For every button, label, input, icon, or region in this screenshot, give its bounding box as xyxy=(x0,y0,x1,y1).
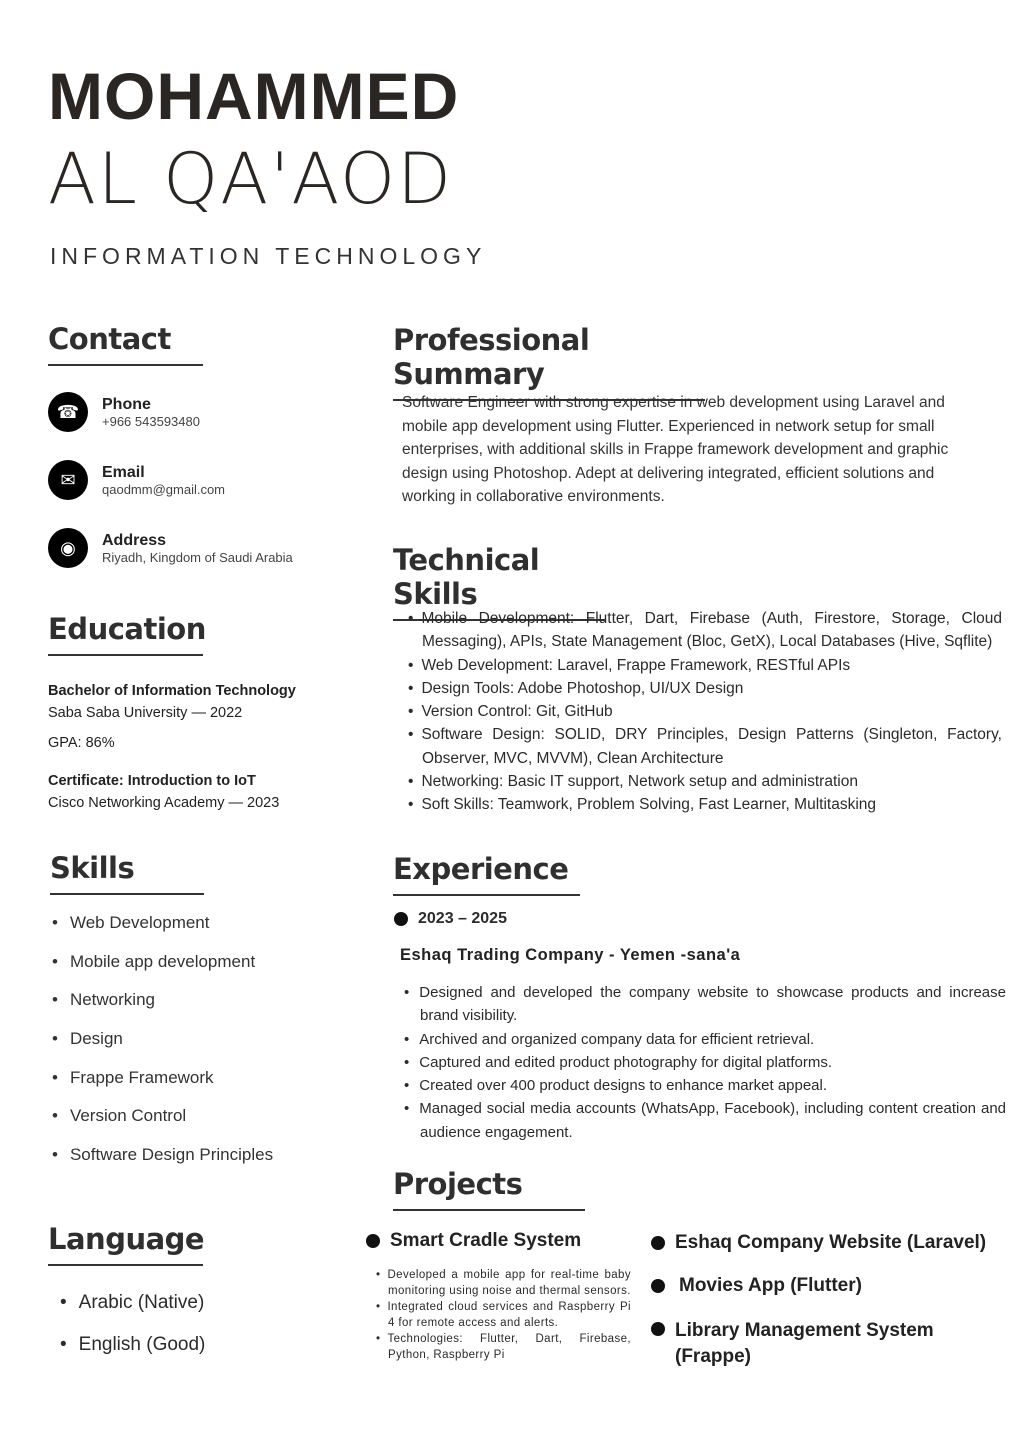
bullet-dot-icon xyxy=(651,1279,665,1293)
bullet-dot-icon xyxy=(394,912,408,926)
contact-label: Email xyxy=(102,463,145,481)
skill-item: • Version Control xyxy=(52,1106,273,1145)
technical-skill-item: • Version Control: Git, GitHub xyxy=(400,700,1002,723)
project-title xyxy=(651,1318,971,1370)
location-pin-icon: ◉ xyxy=(48,528,88,568)
school: Saba Saba University — 2022 xyxy=(48,705,243,721)
summary-heading: Professional Summary xyxy=(393,323,705,401)
contact-email xyxy=(48,458,293,502)
education-block xyxy=(48,683,348,811)
experience-period xyxy=(394,910,507,928)
project-details xyxy=(372,1267,631,1363)
certificate-org: Cisco Networking Academy — 2023 xyxy=(48,795,280,811)
project-title-text: Library Management System (Frappe) xyxy=(675,1320,934,1367)
gpa: GPA: 86% xyxy=(48,735,115,751)
language-item: • English (Good) xyxy=(60,1334,205,1376)
summary-text: Software Engineer with strong expertise in web development using Laravel and mobile app development using Flutter. Experienced in network setup for small enterprises, with additional skills in Frappe framework development and graphic design using Photoshop. Adept at delivering integrated, efficient solutions and working in collaborative environments. xyxy=(402,394,949,505)
project-detail-item: • Technologies: Flutter, Dart, Firebase, Python, Raspberry Pi xyxy=(372,1331,631,1363)
degree: Bachelor of Information Technology xyxy=(48,683,296,699)
contact-address xyxy=(48,526,293,570)
technical-skills-heading: Technical Skills xyxy=(393,543,605,621)
experience-item: • Managed social media accounts (WhatsApp, Facebook), including content creation and audience engagement. xyxy=(400,1097,1006,1144)
skill-item: • Mobile app development xyxy=(52,952,273,991)
bullet-dot-icon xyxy=(651,1322,665,1336)
period-text: 2023 – 2025 xyxy=(418,910,507,927)
technical-skill-item: • Soft Skills: Teamwork, Problem Solving, Fast Learner, Multitasking xyxy=(400,793,1002,816)
project-detail-item: • Integrated cloud services and Raspberry Pi 4 for remote access and alerts. xyxy=(372,1299,631,1331)
last-name: AL QA'AOD xyxy=(48,138,454,220)
language-item: • Arabic (Native) xyxy=(60,1292,205,1334)
education-heading: Education xyxy=(48,612,203,656)
project-title-text: Smart Cradle System xyxy=(390,1230,582,1251)
experience-item: • Archived and organized company data for efficient retrieval. xyxy=(400,1028,1006,1051)
technical-skills-list xyxy=(400,607,1002,817)
email-value[interactable]: qaodmm@gmail.com xyxy=(102,481,226,497)
experience-list xyxy=(400,981,1006,1144)
skills-list xyxy=(52,913,273,1184)
skill-item: • Design xyxy=(52,1029,273,1068)
contact-label: Phone xyxy=(102,395,151,413)
skill-item: • Networking xyxy=(52,990,273,1029)
address-value: Riyadh, Kingdom of Saudi Arabia xyxy=(102,549,293,565)
project-title xyxy=(366,1230,581,1252)
phone-icon: ☎ xyxy=(48,392,88,432)
project-title-text: Movies App (Flutter) xyxy=(679,1275,862,1296)
projects-heading: Projects xyxy=(393,1167,585,1211)
experience-item: • Designed and developed the company website to showcase products and increase brand visibility. xyxy=(400,981,1006,1028)
experience-item: • Captured and edited product photography for digital platforms. xyxy=(400,1051,1006,1074)
contact-heading: Contact xyxy=(48,322,203,366)
phone-value[interactable]: +966 543593480 xyxy=(102,413,200,429)
skill-item: • Software Design Principles xyxy=(52,1145,273,1184)
language-list xyxy=(60,1292,205,1376)
technical-skill-item: • Networking: Basic IT support, Network setup and administration xyxy=(400,770,1002,793)
technical-skill-item: • Mobile Development: Flutter, Dart, Firebase (Auth, Firestore, Storage, Cloud Messaging), APIs, State Management (Bloc, GetX), Local Databases (Hive, Sqflite) xyxy=(400,607,1002,654)
skill-item: • Web Development xyxy=(52,913,273,952)
experience-item: • Created over 400 product designs to enhance market appeal. xyxy=(400,1074,1006,1097)
project-title xyxy=(651,1232,986,1254)
bullet-dot-icon xyxy=(651,1236,665,1250)
technical-skill-item: • Design Tools: Adobe Photoshop, UI/UX Design xyxy=(400,677,1002,700)
certificate: Certificate: Introduction to IoT xyxy=(48,773,256,789)
experience-heading: Experience xyxy=(393,852,580,896)
bullet-dot-icon xyxy=(366,1234,380,1248)
language-heading: Language xyxy=(48,1222,203,1266)
technical-skill-item: • Web Development: Laravel, Frappe Framework, RESTful APIs xyxy=(400,654,1002,677)
contact-list xyxy=(48,390,293,570)
first-name: MOHAMMED xyxy=(48,59,460,133)
skills-heading: Skills xyxy=(50,851,204,895)
project-title-text: Eshaq Company Website (Laravel) xyxy=(675,1232,987,1253)
experience-company: Eshaq Trading Company - Yemen -sana'a xyxy=(400,946,741,964)
job-title: INFORMATION TECHNOLOGY xyxy=(50,243,487,269)
technical-skill-item: • Software Design: SOLID, DRY Principles, Design Patterns (Singleton, Factory, Observer, MVC, MVVM), Clean Architecture xyxy=(400,723,1002,770)
skill-item: • Frappe Framework xyxy=(52,1068,273,1107)
contact-phone xyxy=(48,390,293,434)
mail-icon: ✉ xyxy=(48,460,88,500)
project-title xyxy=(651,1275,862,1297)
project-detail-item: • Developed a mobile app for real-time baby monitoring using noise and thermal sensors. xyxy=(372,1267,631,1299)
contact-label: Address xyxy=(102,531,167,549)
